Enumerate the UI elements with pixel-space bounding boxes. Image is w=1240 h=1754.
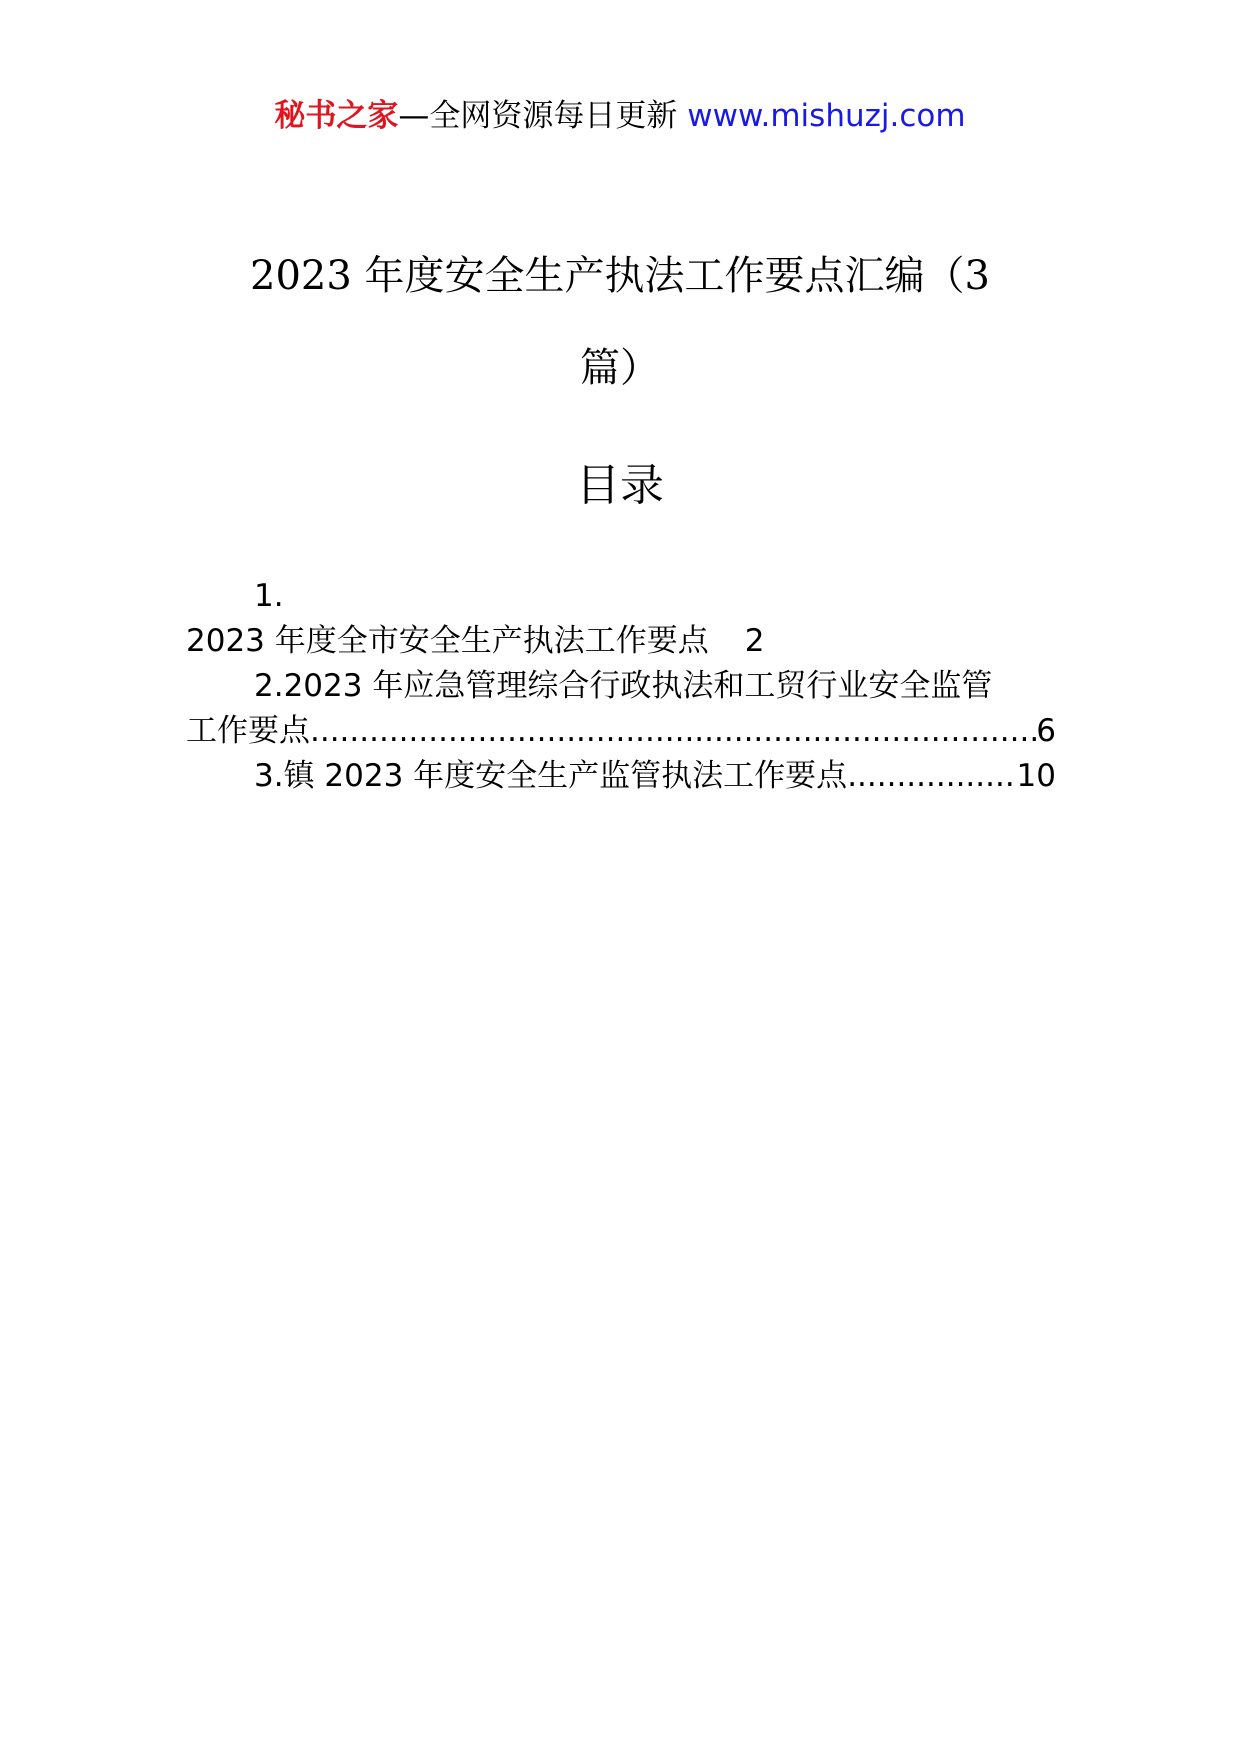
toc-item-2[interactable] [186, 664, 1056, 709]
title-line-1: 2023 年度安全生产执法工作要点汇编（3 [250, 253, 990, 299]
toc-item-page: 6 [1036, 713, 1056, 749]
toc-item-title: 2023 年度全市安全生产执法工作要点 [186, 623, 709, 659]
toc-item-title: 3.镇 2023 年度安全生产监管执法工作要点 [254, 758, 848, 794]
site-url-link[interactable]: www.mishuzj.com [687, 98, 966, 134]
toc-item-page: 10 [1016, 758, 1056, 794]
toc-item-title: 2.2023 年应急管理综合行政执法和工贸行业安全监管 [254, 668, 993, 704]
toc-item-number: 1. [254, 578, 284, 614]
title-line-2: 篇） [580, 345, 660, 391]
toc-heading: 目录 [576, 460, 664, 511]
brand-name: 秘书之家 [274, 98, 399, 134]
toc-item-2-continued[interactable] [186, 709, 1056, 754]
banner-tagline: —全网资源每日更新 [398, 98, 688, 134]
toc-item-page: 2 [744, 623, 765, 659]
document-title [210, 230, 1030, 414]
toc-item-3[interactable] [186, 754, 1056, 799]
toc-dot-leader [310, 709, 1036, 754]
table-of-contents [186, 574, 1056, 799]
toc-item-1-number[interactable] [186, 574, 1056, 619]
toc-dot-leader [847, 754, 1016, 799]
site-banner [0, 96, 1240, 136]
toc-item-1[interactable] [186, 619, 1056, 664]
toc-item-title-continued: 工作要点 [186, 713, 310, 749]
